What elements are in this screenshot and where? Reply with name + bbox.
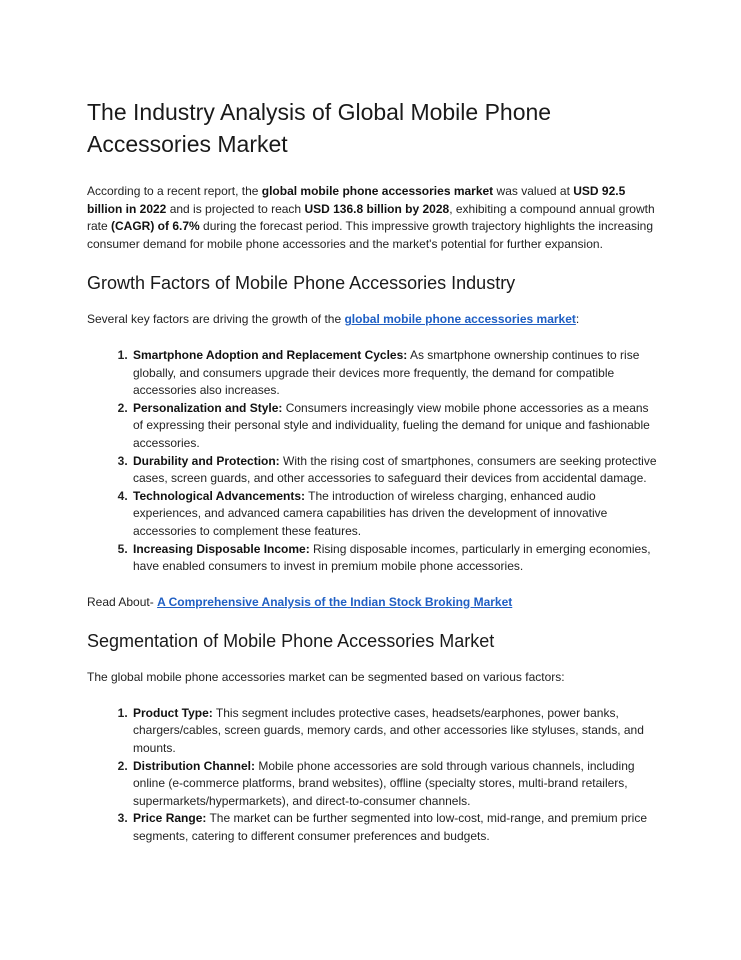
list-item: 1. Product Type: This segment includes protective cases, headsets/earphones, power banks, chargers/cables, screen guards, memory cards, and other accessories like styluses, stands, and mounts. <box>131 705 657 758</box>
growth-lead: Several key factors are driving the growth of the global mobile phone accessories market: <box>87 312 580 327</box>
list-item: 5. Increasing Disposable Income: Rising disposable incomes, particularly in emerging economies, have enabled consumers to invest in premium mobile phone accessories. <box>131 541 657 576</box>
growth-heading: Growth Factors of Mobile Phone Accessories Industry <box>87 273 516 294</box>
list-item: 1. Smartphone Adoption and Replacement Cycles: As smartphone ownership continues to rise globally, and consumers upgrade their devices more frequently, the demand for compatible accessories also increases. <box>131 347 657 400</box>
intro-bold-market: global mobile phone accessories market <box>261 184 494 198</box>
document-page <box>87 96 657 864</box>
page-title: The Industry Analysis of Global Mobile Phone Accessories Market <box>87 99 552 157</box>
stock-broking-link[interactable]: A Comprehensive Analysis of the Indian Stock Broking Market <box>157 594 513 609</box>
read-about: Read About- A Comprehensive Analysis of the Indian Stock Broking Market <box>87 594 513 609</box>
list-item: 3. Price Range: The market can be further segmented into low-cost, mid-range, and premium price segments, catering to different consumer preferences and budgets. <box>131 810 657 845</box>
intro-bold-2028-value: USD 136.8 billion by 2028 <box>304 201 450 216</box>
list-item: 2. Distribution Channel: Mobile phone accessories are sold through various channels, including online (e-commerce platforms, brand websites), offline (specialty stores, multi-brand retailers, supermarkets/hypermarkets), and direct-to-consumer channels. <box>131 758 657 811</box>
segmentation-lead: The global mobile phone accessories market can be segmented based on various factors: <box>87 670 565 685</box>
intro-bold-cagr: (CAGR) of 6.7% <box>111 219 200 234</box>
segmentation-heading: Segmentation of Mobile Phone Accessories Market <box>87 631 495 652</box>
segmentation-list <box>87 705 657 846</box>
list-item: 3. Durability and Protection: With the rising cost of smartphones, consumers are seeking protective cases, screen guards, and other accessories to safeguard their devices from accidental damage. <box>131 453 657 488</box>
growth-factors-list <box>87 347 657 576</box>
list-item: 2. Personalization and Style: Consumers increasingly view mobile phone accessories as a means of expressing their personal style and individuality, fueling the demand for unique and fashionable accessories. <box>131 400 657 453</box>
intro-bold-2022-value: USD 92.5 billion in 2022 <box>87 184 626 216</box>
intro-paragraph: According to a recent report, the global mobile phone accessories market was valued at USD 92.5 billion in 2022 and is projected to reach USD 136.8 billion by 2028, exhibiting a compound annual growth rate (CAGR) of 6.7% during the forecast period. This impressive growth trajectory highlights the increasing consumer demand for mobile phone accessories and the market's potential for further expansion. <box>87 184 655 251</box>
global-market-link[interactable]: global mobile phone accessories market <box>344 312 576 327</box>
list-item: 4. Technological Advancements: The introduction of wireless charging, enhanced audio experiences, and advanced camera capabilities has driven the development of innovative accessories to complement these features. <box>131 488 657 541</box>
